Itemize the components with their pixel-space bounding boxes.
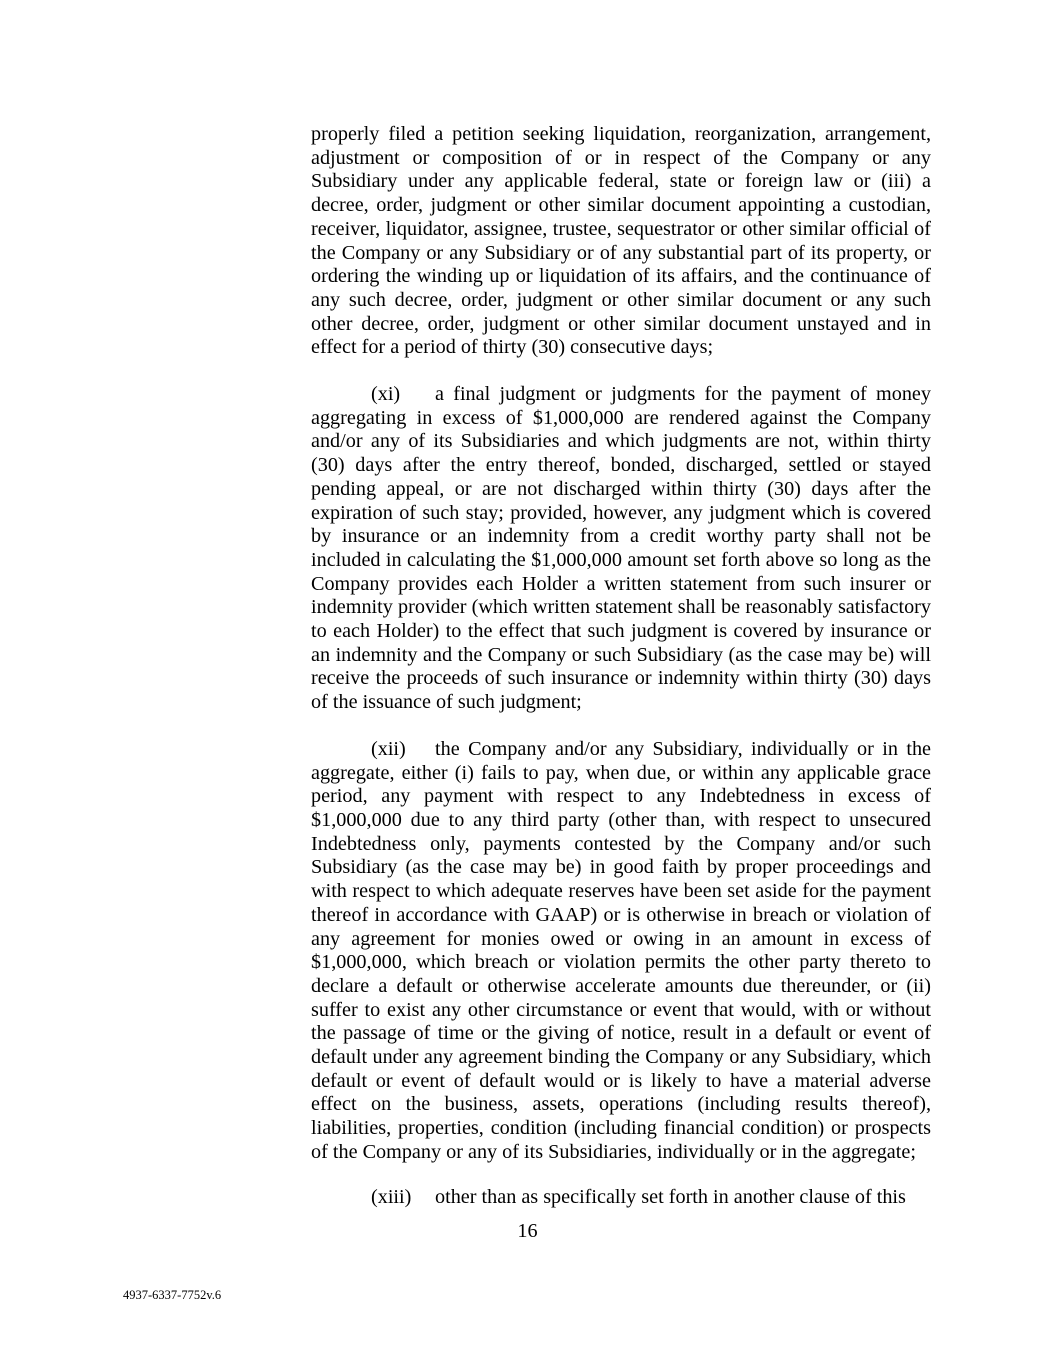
document-id: 4937-6337-7752v.6 xyxy=(123,1288,222,1302)
clause-text: the Company and/or any Subsidiary, individually or in the aggregate, either (i) fails to pay, when due, or within any applicable grace period, any payment with respect to any Indebtedness in excess of $1,000,000 due to any third party (other than, with respect to unsecured Indebtedness only, payments contested by the Company and/or such Subsidiary (as the case may be) in good faith by proper proceedings and with respect to which adequate reserves have been set aside for the payment thereof in accordance with GAAP) or is otherwise in breach or violation of any agreement for monies owed or owing in an amount in excess of $1,000,000, which breach or violation permits the other party thereto to declare a default or otherwise accelerate amounts due thereunder, or (ii) suffer to exist any other circumstance or event that would, with or without the passage of time or the giving of notice, result in a default or event of default under any agreement binding the Company or any Subsidiary, which default or event of default would or is likely to have a material adverse effect on the business, assets, operations (including results thereof), liabilities, properties, condition (including financial condition) or prospects of the Company or any of its Subsidiaries, individually or in the aggregate; xyxy=(311,737,931,1163)
clause-xi xyxy=(311,383,931,715)
page-number: 16 xyxy=(517,1220,538,1242)
continuation-paragraph: properly filed a petition seeking liquidation, reorganization, arrangement, adjustment or composition of or in respect of the Company or any Subsidiary under any applicable federal, state or foreign law or (iii) a decree, order, judgment or other similar document appointing a custodian, receiver, liquidator, assignee, trustee, sequestrator or other similar official of the Company or any Subsidiary or of any substantial part of its property, or ordering the winding up or liquidation of its affairs, and the continuance of any such decree, order, judgment or other similar document or any such other decree, order, judgment or other similar document unstayed and in effect for a period of thirty (30) consecutive days; xyxy=(311,123,931,359)
clause-number: (xii) xyxy=(371,737,406,760)
clause-xii xyxy=(311,738,931,1165)
clause-xiii xyxy=(311,1186,931,1210)
clause-number: (xiii) xyxy=(371,1185,412,1208)
body-text-column xyxy=(311,123,931,1209)
clause-text: other than as specifically set forth in another clause of this xyxy=(435,1185,906,1208)
clause-number: (xi) xyxy=(371,383,401,406)
clause-text: a final judgment or judgments for the payment of money aggregating in excess of $1,000,000 are rendered against the Company and/or any of its Subsidiaries and which judgments are not, within thirty (30) days after the entry thereof, bonded, discharged, settled or stayed pending appeal, or are not discharged within thirty (30) days after the expiration of such stay; provided, however, any judgment which is covered by insurance or an indemnity from a credit worthy party shall not be included in calculating the $1,000,000 amount set forth above so long as the Company provides each Holder a written statement from such insurer or indemnity provider (which written statement shall be reasonably satisfactory to each Holder) to the effect that such judgment is covered by insurance or an indemnity and the Company or such Subsidiary (as the case may be) will receive the proceeds of such insurance or indemnity within thirty (30) days of the issuance of such judgment; xyxy=(311,383,931,714)
